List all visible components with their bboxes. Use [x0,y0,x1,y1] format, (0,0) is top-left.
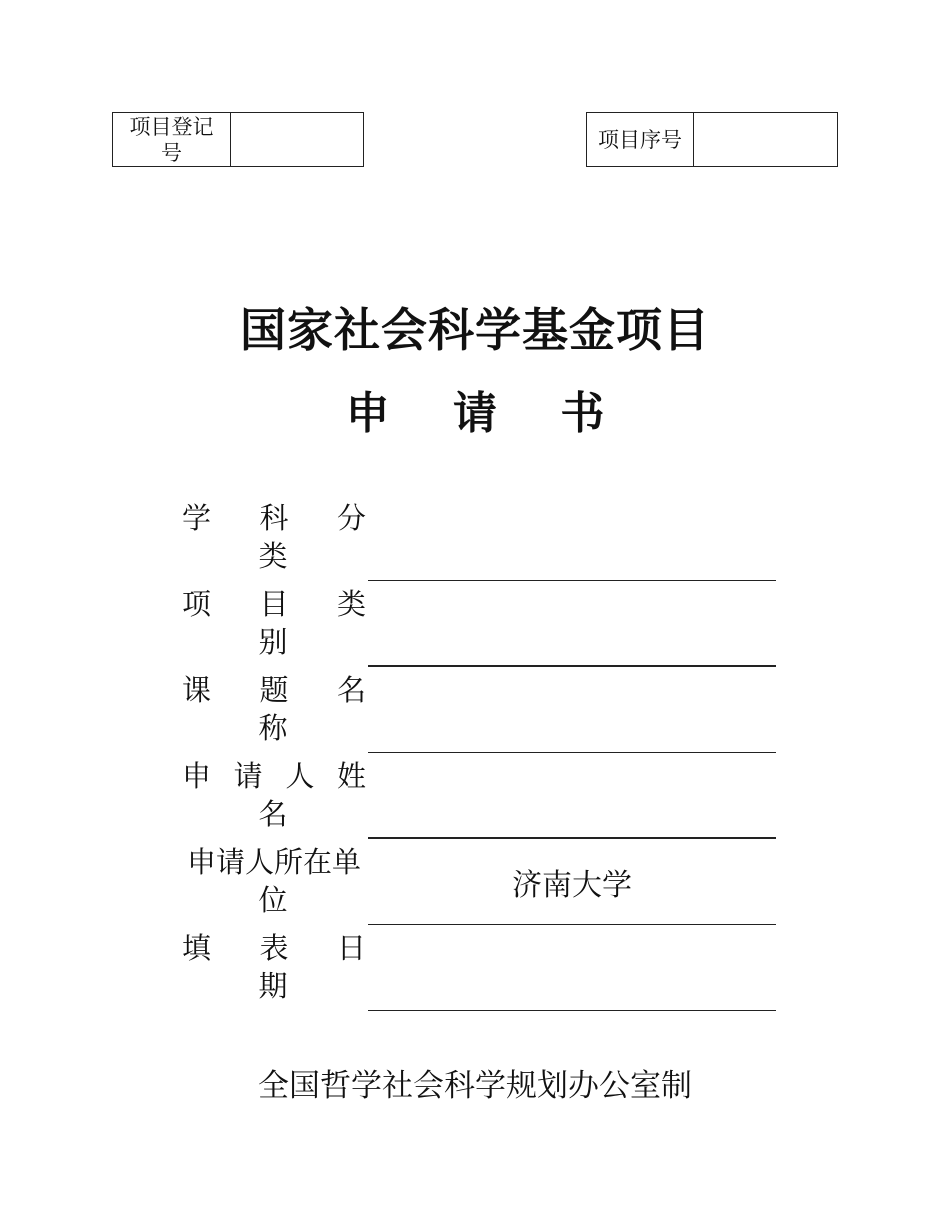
registration-number-label-line2: 号 [161,140,182,165]
label-char: 请 [233,759,263,793]
label-char: 申 [182,759,212,793]
label-char: 称 [258,711,288,745]
subtitle-char: 书 [560,388,605,439]
label-char: 学 [182,501,212,535]
label-char: 表 [259,931,289,965]
label-char: 课 [182,673,212,707]
label-char: 名 [336,673,366,707]
label-char: 项 [182,587,212,621]
form-label-project-type [178,581,368,667]
label-char: 填 [182,931,212,965]
label-char: 姓 [336,759,366,793]
label-char: 类 [336,587,366,621]
project-serial-box [586,112,838,167]
issuer-footer: 全国哲学社会科学规划办公室制 [258,1068,692,1104]
form-field-project-type[interactable] [368,581,776,667]
label-char: 期 [258,969,288,1003]
form-field-topic-name[interactable] [368,667,776,753]
form-row-discipline [178,495,788,581]
label-char: 人 [285,759,315,793]
label-char: 类 [258,539,288,573]
label-char: 日 [336,931,366,965]
form-label-discipline [178,495,368,581]
document-title: 国家社会科学基金项目 [240,303,710,357]
form-row-applicant-unit [178,839,788,925]
registration-number-label [113,113,231,166]
registration-number-label-line1: 项目登记 [129,114,214,139]
form-label-fill-date [178,925,368,1011]
form-row-topic-name [178,667,788,753]
form-field-fill-date[interactable] [368,925,776,1011]
form-row-fill-date [178,925,788,1011]
registration-number-field[interactable] [231,113,363,166]
form-field-discipline[interactable] [368,495,776,581]
label-char: 题 [259,673,289,707]
label-char: 别 [258,625,288,659]
subtitle-char: 请 [453,388,497,439]
label-char: 目 [259,587,289,621]
label-char: 名 [258,797,288,831]
project-serial-field[interactable] [694,113,837,166]
form-field-applicant-unit[interactable]: 济南大学 [368,839,776,925]
form-label-topic-name [178,667,368,753]
label-char: 科 [259,501,289,535]
form-field-applicant-name[interactable] [368,753,776,839]
form-row-project-type [178,581,788,667]
form-label-applicant-unit [178,839,368,925]
subtitle-char: 申 [345,388,390,439]
form-label-applicant-name [178,753,368,839]
registration-number-box [112,112,364,167]
project-serial-label: 项目序号 [587,113,694,166]
label-text: 申请人所在单 [186,845,361,879]
label-char: 位 [258,883,288,917]
form-row-applicant-name [178,753,788,839]
application-form [178,495,788,1011]
label-char: 分 [336,501,366,535]
document-subtitle [0,385,950,443]
